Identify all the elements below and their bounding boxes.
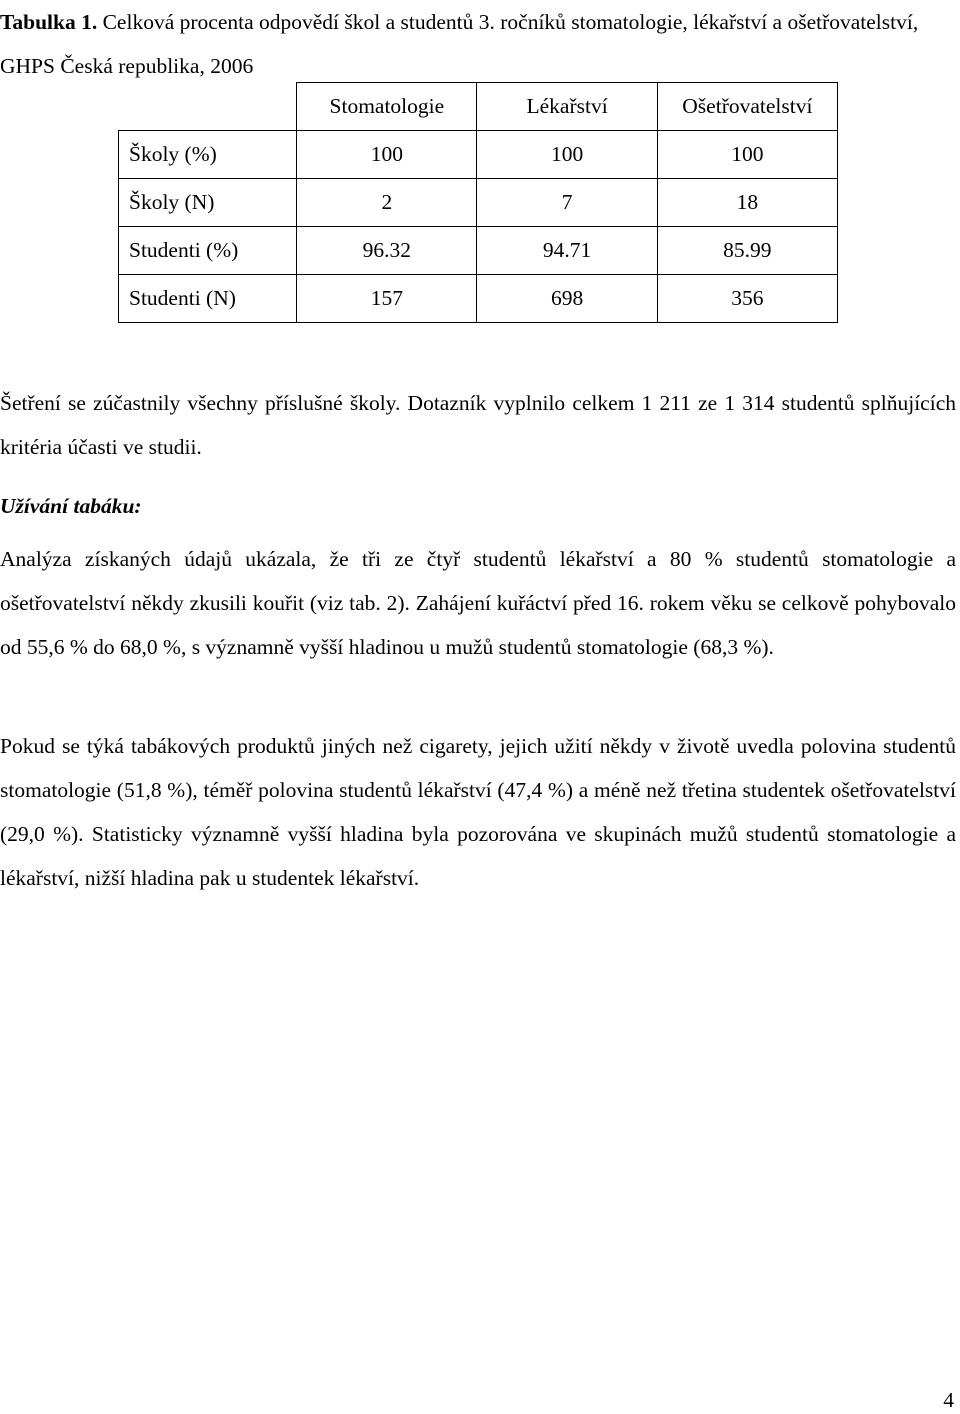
table-row [119,275,838,323]
section-heading: Užívání tabáku: [0,494,142,518]
table-caption [0,0,958,88]
participation-paragraph: Šetření se zúčastnily všechny příslušné školy. Dotazník vyplnilo celkem 1 211 ze 1 314 studentů splňujících kritéria účasti ve studii. [0,391,956,459]
row-label: Školy (N) [119,179,297,227]
page-number: 4 [943,1388,954,1412]
table-row [119,179,838,227]
column-header: Lékařství [477,83,657,131]
table-row [119,227,838,275]
table-header-row [119,83,838,131]
table-cell: 100 [657,131,837,179]
table-caption-text: Celková procenta odpovědí škol a studentů 3. ročníků stomatologie, lékařství a ošetřovatelství, GHPS Česká republika, 2006 [0,10,919,78]
table-cell: 2 [297,179,477,227]
table-corner-cell [119,83,297,131]
table-cell: 85.99 [657,227,837,275]
table-cell: 100 [297,131,477,179]
table-cell: 7 [477,179,657,227]
row-label: Studenti (%) [119,227,297,275]
row-label: Školy (%) [119,131,297,179]
table-cell: 157 [297,275,477,323]
table-cell: 698 [477,275,657,323]
other-products-paragraph: Pokud se týká tabákových produktů jiných než cigarety, jejich užití někdy v životě uvedla polovina studentů stomatologie (51,8 %), téměř polovina studentů lékařství (47,4 %) a méně než třetina studentek ošetřovatelství (29,0 %). Statisticky významně vyšší hladina byla pozorována ve skupinách mužů studentů stomatologie a lékařství, nižší hladina pak u studentek lékařství. [0,734,956,890]
table-cell: 100 [477,131,657,179]
table-cell: 356 [657,275,837,323]
table-cell: 94.71 [477,227,657,275]
column-header: Stomatologie [297,83,477,131]
tobacco-paragraph: Analýza získaných údajů ukázala, že tři ze čtyř studentů lékařství a 80 % studentů stomatologie a ošetřovatelství někdy zkusili kouřit (viz tab. 2). Zahájení kuřáctví před 16. rokem věku se celkově pohybovalo od 55,6 % do 68,0 %, s významně vyšší hladinou u mužů studentů stomatologie (68,3 %). [0,547,956,659]
row-label: Studenti (N) [119,275,297,323]
table-cell: 96.32 [297,227,477,275]
table-caption-lead: Tabulka 1. [0,10,98,34]
column-header: Ošetřovatelství [657,83,837,131]
table-cell: 18 [657,179,837,227]
table-row [119,131,838,179]
results-table [118,82,838,323]
